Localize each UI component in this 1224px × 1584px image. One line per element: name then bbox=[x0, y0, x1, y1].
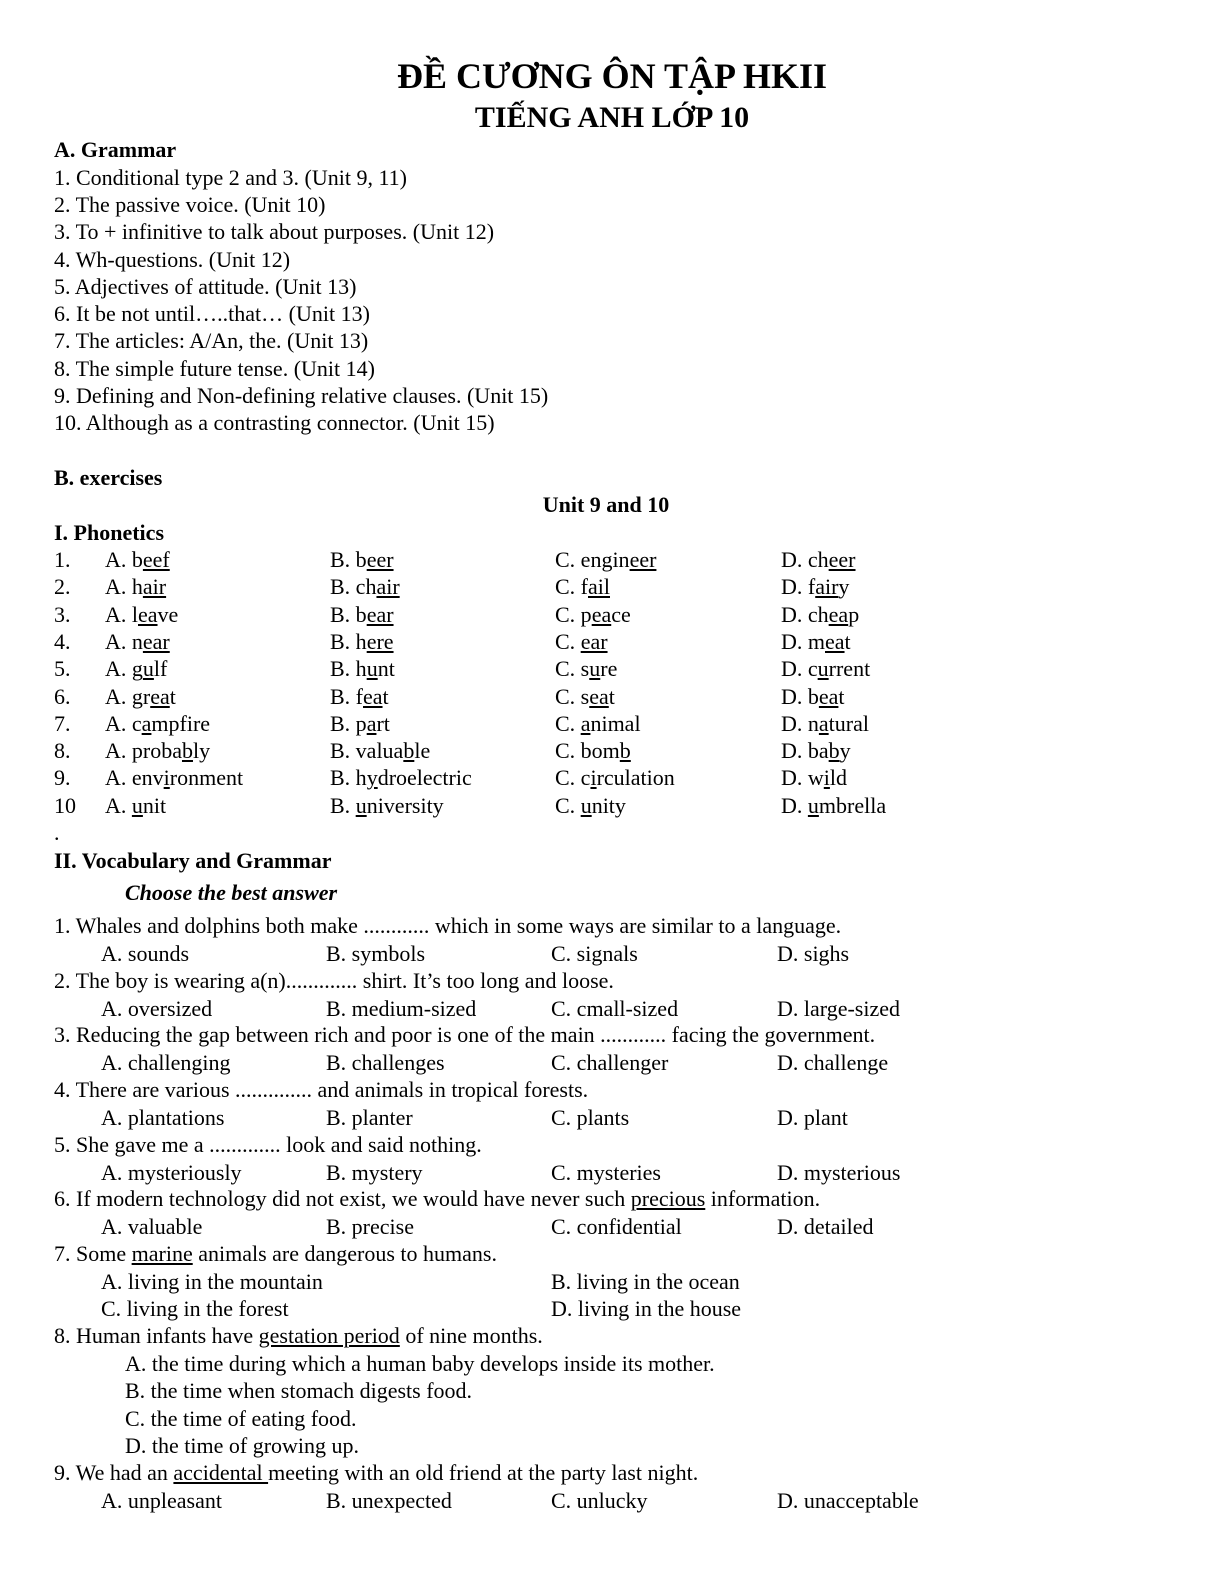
word-part: C. c bbox=[555, 765, 591, 791]
word-part: C. bom bbox=[555, 738, 620, 764]
word-part: C. p bbox=[555, 601, 592, 627]
answer-option: B. unexpected bbox=[326, 1488, 452, 1513]
word-part: ve bbox=[157, 601, 179, 627]
word-part: A. h bbox=[105, 574, 143, 600]
underlined-part: air bbox=[376, 574, 400, 600]
underlined-part: ear bbox=[142, 628, 170, 654]
question-text bbox=[54, 1024, 875, 1046]
word-part: C. s bbox=[555, 656, 590, 682]
word-part: C. f bbox=[555, 574, 588, 600]
phonetics-option bbox=[330, 628, 394, 654]
answer-option: C. challenger bbox=[551, 1050, 669, 1075]
grammar-item: 1. Conditional type 2 and 3. (Unit 9, 11) bbox=[54, 165, 407, 190]
word-part: 5. She gave me a ............. look and said nothing. bbox=[54, 1132, 482, 1157]
question-text bbox=[54, 1243, 497, 1265]
underlined-part: ail bbox=[588, 574, 610, 600]
word-part: nity bbox=[591, 792, 626, 818]
word-part: ld bbox=[829, 765, 848, 791]
phonetics-option bbox=[105, 792, 167, 818]
word-part: t bbox=[844, 628, 851, 654]
grammar-item: 8. The simple future tense. (Unit 14) bbox=[54, 356, 375, 381]
answer-option: D. mysterious bbox=[777, 1160, 901, 1185]
word-part: A. env bbox=[105, 765, 164, 791]
word-part: 2. The boy is wearing a(n)............. shirt. It’s too long and loose. bbox=[54, 968, 614, 993]
phonetics-option bbox=[555, 683, 615, 709]
phonetics-option bbox=[105, 549, 170, 571]
question-text bbox=[54, 915, 841, 937]
word-part: D. f bbox=[781, 574, 816, 600]
underlined-part: b bbox=[828, 738, 840, 764]
answer-option: D. large-sized bbox=[777, 996, 900, 1021]
underlined-part: ea bbox=[828, 601, 849, 627]
word-part: t bbox=[169, 683, 176, 709]
phonetics-row-number: 2. bbox=[54, 574, 71, 600]
word-part: p bbox=[848, 601, 860, 627]
word-part: t bbox=[382, 683, 389, 709]
word-part: ronment bbox=[169, 765, 244, 791]
word-part: B. b bbox=[330, 547, 367, 572]
grammar-heading: A. Grammar bbox=[54, 137, 177, 162]
answer-option: A. challenging bbox=[101, 1050, 231, 1075]
underlined-part: u bbox=[580, 792, 592, 818]
word-part: B. ch bbox=[330, 574, 377, 600]
word-part: re bbox=[600, 656, 618, 682]
word-part: rculation bbox=[596, 765, 675, 791]
word-part: A. c bbox=[105, 710, 142, 736]
phonetics-option bbox=[105, 767, 243, 789]
answer-option: B. planter bbox=[326, 1105, 413, 1130]
phonetics-option bbox=[330, 710, 390, 736]
word-part: A. bbox=[105, 792, 132, 818]
word-part: A. b bbox=[105, 547, 143, 572]
answer-option: D. unacceptable bbox=[777, 1488, 919, 1513]
underlined-part: eef bbox=[142, 547, 170, 572]
underlined-part: accidental bbox=[173, 1460, 269, 1485]
underlined-part: gestation period bbox=[258, 1323, 400, 1348]
word-part: C. bbox=[555, 792, 581, 818]
answer-option: B. medium-sized bbox=[326, 996, 477, 1021]
answer-option: D. the time of growing up. bbox=[125, 1432, 360, 1458]
page-title: ĐỀ CƯƠNG ÔN TẬP HKII bbox=[396, 56, 828, 96]
answer-option: D. plant bbox=[777, 1105, 848, 1130]
word-part: C. s bbox=[555, 683, 590, 709]
answer-option: A. valuable bbox=[101, 1214, 203, 1239]
underlined-part: ea bbox=[150, 683, 170, 709]
underlined-part: a bbox=[366, 710, 377, 736]
phonetics-option bbox=[781, 549, 856, 571]
underlined-part: a bbox=[580, 710, 591, 736]
word-part: D. w bbox=[781, 765, 824, 791]
answer-option: C. signals bbox=[551, 941, 638, 966]
word-part: tural bbox=[828, 710, 869, 736]
answer-option: B. the time when stomach digests food. bbox=[125, 1378, 473, 1404]
phonetics-option bbox=[330, 792, 444, 818]
phonetics-option bbox=[105, 740, 210, 762]
word-part: D. m bbox=[781, 628, 825, 654]
underlined-part: b bbox=[619, 738, 631, 764]
word-part: 1. Whales and dolphins both make ............ which in some ways are similar to a language. bbox=[54, 913, 842, 938]
answer-option: A. unpleasant bbox=[101, 1488, 222, 1513]
underlined-part: precious bbox=[630, 1186, 706, 1211]
phonetics-option bbox=[105, 628, 170, 654]
word-part: D. bbox=[781, 792, 808, 818]
answer-option: D. challenge bbox=[777, 1050, 889, 1075]
underlined-part: ear bbox=[366, 601, 394, 627]
vocab-heading: II. Vocabulary and Grammar bbox=[54, 848, 332, 873]
underlined-part: i bbox=[590, 765, 597, 791]
word-part: meeting with an old friend at the party last night. bbox=[268, 1460, 699, 1485]
phonetics-option bbox=[330, 683, 389, 709]
answer-option: C. the time of eating food. bbox=[125, 1405, 357, 1431]
question-text bbox=[54, 1325, 543, 1347]
phonetics-option bbox=[555, 601, 631, 627]
answer-option: C. cmall-sized bbox=[551, 996, 679, 1021]
underlined-part: u bbox=[131, 792, 143, 818]
word-part: C. bbox=[555, 710, 581, 736]
word-part: rrent bbox=[828, 656, 871, 682]
answer-option: B. living in the ocean bbox=[551, 1269, 740, 1294]
underlined-part: ea bbox=[138, 601, 158, 627]
word-part: 7. Some bbox=[54, 1241, 132, 1266]
phonetics-row-number: 1. bbox=[54, 547, 71, 572]
answer-option: A. plantations bbox=[101, 1105, 225, 1130]
underlined-part: eer bbox=[629, 547, 657, 572]
phonetics-row-number: 7. bbox=[54, 710, 71, 736]
phonetics-option bbox=[555, 549, 656, 571]
grammar-item: 7. The articles: A/An, the. (Unit 13) bbox=[54, 328, 369, 353]
grammar-item: 9. Defining and Non-defining relative clauses. (Unit 15) bbox=[54, 383, 549, 408]
underlined-part: ea bbox=[363, 683, 383, 709]
grammar-item: 3. To + infinitive to talk about purposes. (Unit 12) bbox=[54, 219, 495, 244]
word-part: B. h bbox=[330, 628, 367, 654]
phonetics-option bbox=[105, 601, 179, 627]
word-part: 8. Human infants have bbox=[54, 1323, 259, 1348]
phonetics-option bbox=[105, 710, 211, 736]
underlined-part: b bbox=[403, 738, 415, 764]
word-part: C. engin bbox=[555, 547, 630, 572]
word-part: mbrella bbox=[818, 792, 887, 818]
underlined-part: a bbox=[141, 710, 152, 736]
grammar-item: 2. The passive voice. (Unit 10) bbox=[54, 192, 326, 217]
underlined-part: ea bbox=[818, 683, 839, 709]
phonetics-row-number: 5. bbox=[54, 656, 71, 682]
phonetics-option bbox=[781, 576, 849, 598]
answer-option: C. mysteries bbox=[551, 1160, 661, 1185]
word-part: ly bbox=[192, 738, 211, 764]
word-part: le bbox=[414, 738, 431, 764]
word-part: B. h bbox=[330, 765, 367, 791]
word-part: A. proba bbox=[105, 738, 182, 764]
word-part: 6. If modern technology did not exist, we would have never such bbox=[54, 1186, 631, 1211]
answer-option: A. living in the mountain bbox=[101, 1269, 323, 1294]
underlined-part: u bbox=[142, 656, 154, 682]
phonetics-heading: I. Phonetics bbox=[54, 520, 164, 545]
underlined-part: ere bbox=[366, 628, 394, 654]
answer-option: B. precise bbox=[326, 1214, 414, 1239]
word-part: D. b bbox=[781, 683, 819, 709]
word-part: information. bbox=[705, 1186, 821, 1211]
word-part: A. g bbox=[105, 656, 143, 682]
exercises-heading: B. exercises bbox=[54, 465, 163, 490]
question-text bbox=[54, 1134, 482, 1156]
word-part: niversity bbox=[366, 792, 444, 818]
page-subtitle: TIẾNG ANH LỚP 10 bbox=[474, 101, 750, 134]
answer-option: B. symbols bbox=[326, 941, 426, 966]
answer-option: A. the time during which a human baby develops inside its mother. bbox=[125, 1351, 715, 1376]
grammar-item: 10. Although as a contrasting connector. (Unit 15) bbox=[54, 410, 495, 435]
grammar-item: 6. It be not until…..that… (Unit 13) bbox=[54, 301, 370, 326]
phonetics-option bbox=[781, 792, 887, 818]
phonetics-option bbox=[555, 767, 675, 789]
word-part: B. f bbox=[330, 683, 363, 709]
underlined-part: y bbox=[366, 765, 378, 791]
phonetics-trailing: . bbox=[54, 820, 60, 845]
word-part: A. l bbox=[105, 601, 138, 627]
phonetics-option bbox=[781, 601, 860, 627]
answer-option: C. living in the forest bbox=[101, 1296, 289, 1321]
phonetics-option bbox=[330, 601, 394, 627]
word-part: 4. There are various .............. and animals in tropical forests. bbox=[54, 1077, 589, 1102]
phonetics-row-number: 8. bbox=[54, 738, 71, 764]
word-part: B. valua bbox=[330, 738, 404, 764]
phonetics-option bbox=[781, 740, 851, 762]
question-text bbox=[54, 970, 614, 992]
word-part: B. b bbox=[330, 601, 367, 627]
question-text bbox=[54, 1188, 820, 1210]
underlined-part: u bbox=[817, 656, 829, 682]
word-part: ce bbox=[611, 601, 631, 627]
underlined-part: air bbox=[142, 574, 167, 600]
underlined-part: a bbox=[818, 710, 829, 736]
phonetics-row-number: 4. bbox=[54, 628, 71, 654]
phonetics-option bbox=[105, 576, 166, 598]
word-part: animals are dangerous to humans. bbox=[192, 1241, 497, 1266]
word-part: D. ba bbox=[781, 738, 829, 764]
phonetics-option bbox=[555, 710, 641, 736]
word-part: y bbox=[839, 738, 851, 764]
word-part: D. c bbox=[781, 656, 818, 682]
answer-option: A. oversized bbox=[101, 996, 213, 1021]
underlined-part: i bbox=[163, 765, 170, 791]
phonetics-row-number: 10 bbox=[54, 792, 76, 818]
phonetics-row-number: 3. bbox=[54, 601, 71, 627]
underlined-part: eer bbox=[366, 547, 394, 572]
answer-option: C. plants bbox=[551, 1105, 630, 1130]
underlined-part: ea bbox=[825, 628, 845, 654]
answer-option: D. sighs bbox=[777, 941, 850, 966]
phonetics-option bbox=[330, 658, 395, 680]
phonetics-row-number: 6. bbox=[54, 683, 71, 709]
grammar-item: 5. Adjectives of attitude. (Unit 13) bbox=[54, 274, 357, 299]
answer-option: D. living in the house bbox=[551, 1296, 742, 1321]
underlined-part: ea bbox=[591, 601, 612, 627]
answer-option: B. challenges bbox=[326, 1050, 445, 1075]
phonetics-option bbox=[330, 740, 430, 762]
phonetics-option bbox=[781, 628, 851, 654]
phonetics-option bbox=[781, 767, 847, 789]
question-text bbox=[54, 1462, 698, 1484]
phonetics-option bbox=[330, 576, 400, 598]
word-part: D. ch bbox=[781, 601, 829, 627]
phonetics-option bbox=[555, 576, 610, 598]
answer-option: C. confidential bbox=[551, 1214, 682, 1239]
word-part: rt bbox=[376, 710, 390, 736]
underlined-part: u bbox=[589, 656, 601, 682]
phonetics-option bbox=[105, 658, 167, 680]
answer-option: B. mystery bbox=[326, 1160, 423, 1185]
phonetics-option bbox=[555, 792, 626, 818]
word-part: A. n bbox=[105, 628, 143, 654]
phonetics-option bbox=[781, 683, 845, 709]
word-part: B. bbox=[330, 792, 356, 818]
word-part: nimal bbox=[590, 710, 641, 736]
vocab-instruction: Choose the best answer bbox=[125, 880, 338, 905]
word-part: t bbox=[838, 683, 845, 709]
word-part: A. gr bbox=[105, 683, 151, 709]
unit-title: Unit 9 and 10 bbox=[542, 492, 670, 517]
underlined-part: air bbox=[815, 574, 839, 600]
phonetics-option bbox=[330, 549, 394, 571]
word-part: mpfire bbox=[151, 710, 211, 736]
phonetics-row-number: 9. bbox=[54, 765, 71, 791]
word-part: B. h bbox=[330, 656, 367, 682]
word-part: lf bbox=[153, 656, 168, 682]
underlined-part: marine bbox=[131, 1241, 193, 1266]
word-part: D. ch bbox=[781, 547, 829, 572]
phonetics-option bbox=[781, 658, 870, 680]
answer-option: A. sounds bbox=[101, 941, 190, 966]
underlined-part: ear bbox=[580, 628, 608, 654]
word-part: C. bbox=[555, 628, 581, 654]
word-part: nt bbox=[377, 656, 395, 682]
underlined-part: ea bbox=[589, 683, 609, 709]
word-part: 9. We had an bbox=[54, 1460, 174, 1485]
word-part: 3. Reducing the gap between rich and poor is one of the main ............ facing the government. bbox=[54, 1022, 876, 1047]
word-part: nit bbox=[142, 792, 167, 818]
word-part: B. p bbox=[330, 710, 367, 736]
word-part: y bbox=[838, 574, 850, 600]
underlined-part: u bbox=[807, 792, 819, 818]
word-part: droelectric bbox=[377, 765, 472, 791]
underlined-part: u bbox=[355, 792, 367, 818]
underlined-part: b bbox=[181, 738, 193, 764]
answer-option: D. detailed bbox=[777, 1214, 874, 1239]
underlined-part: i bbox=[823, 765, 830, 791]
underlined-part: eer bbox=[828, 547, 856, 572]
question-text bbox=[54, 1079, 588, 1101]
phonetics-option bbox=[555, 740, 631, 762]
phonetics-option bbox=[330, 767, 472, 789]
phonetics-option bbox=[555, 658, 617, 680]
word-part: t bbox=[608, 683, 615, 709]
answer-option: A. mysteriously bbox=[101, 1160, 242, 1185]
grammar-item: 4. Wh-questions. (Unit 12) bbox=[54, 247, 291, 272]
phonetics-option bbox=[555, 628, 608, 654]
answer-option: C. unlucky bbox=[551, 1488, 648, 1513]
underlined-part: u bbox=[366, 656, 378, 682]
phonetics-option bbox=[105, 683, 176, 709]
word-part: D. n bbox=[781, 710, 819, 736]
word-part: of nine months. bbox=[399, 1323, 543, 1348]
phonetics-option bbox=[781, 710, 869, 736]
